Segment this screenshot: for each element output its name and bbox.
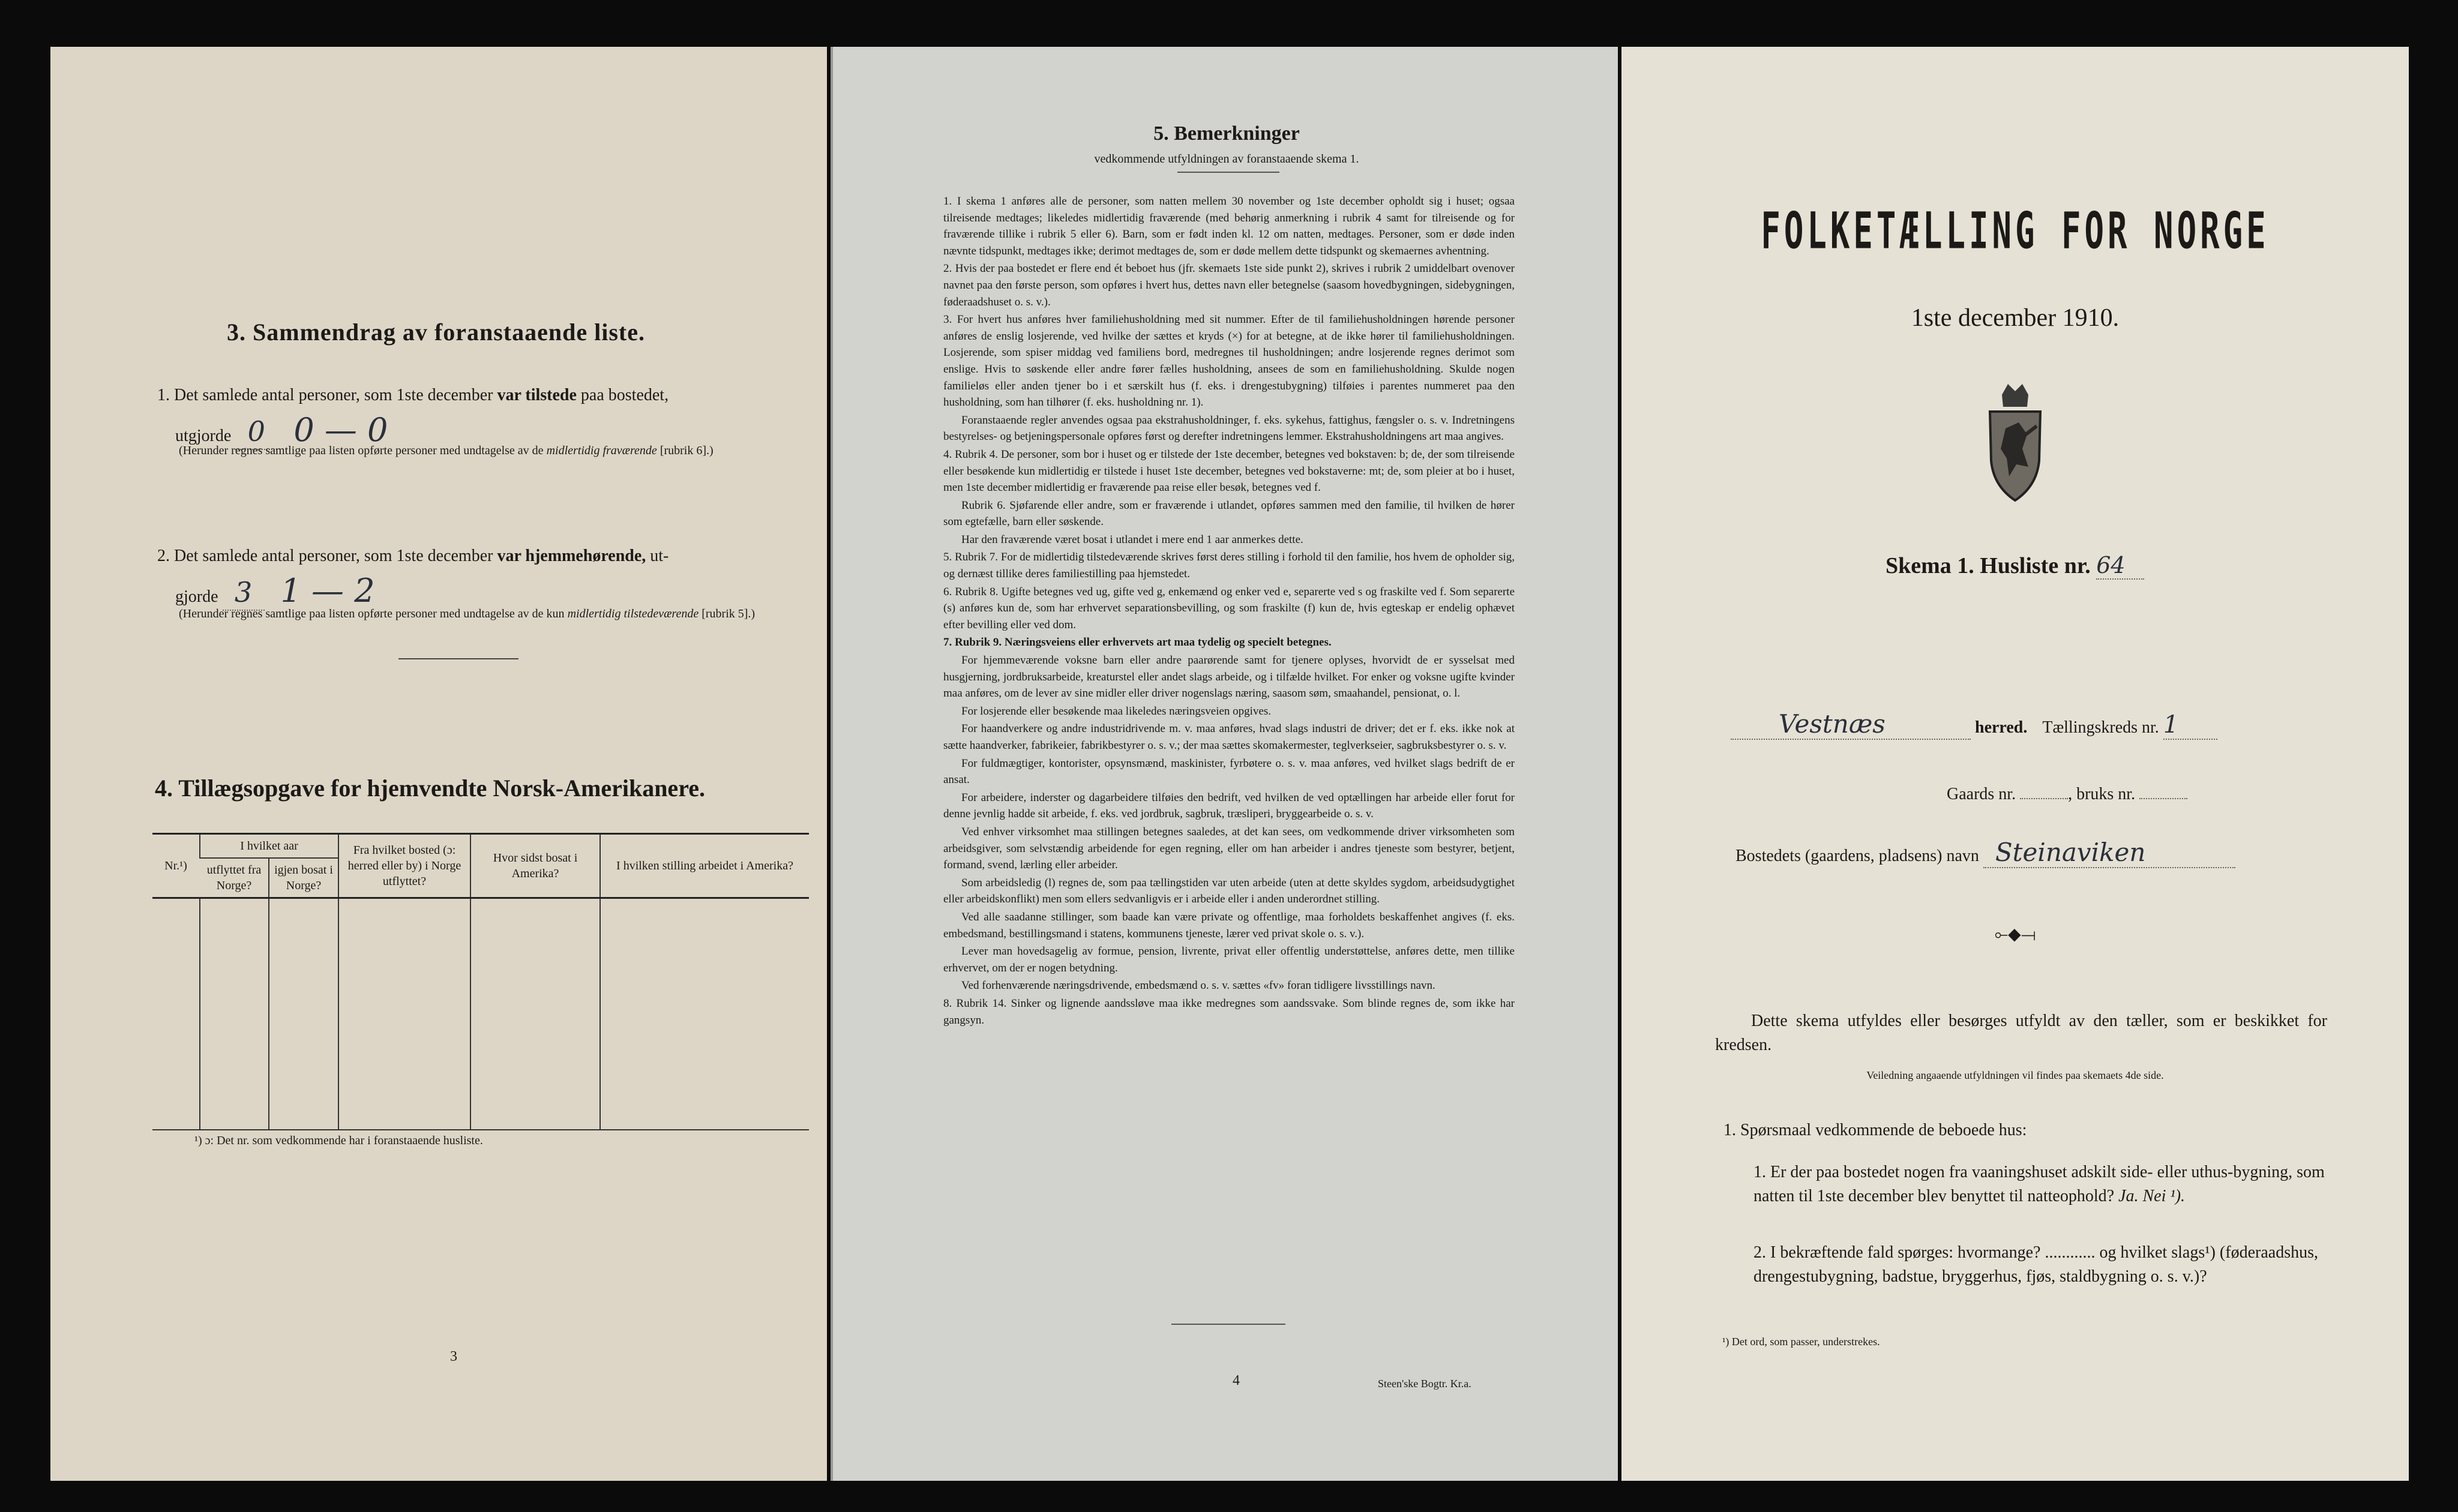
remark-item: Som arbeidsledig (l) regnes de, som paa tællingstiden var uten arbeide (uten at dette skyldes sygdom, arbeidsudygtighet eller arbeidskonflikt) men som ellers sedvanligvis er i arbeide eller i anden underordnet stilling. <box>943 876 1515 906</box>
intro-text: Dette skema utfyldes eller besørges utfyldt av den tæller, som er beskikket for kredsen. <box>1715 1012 2327 1054</box>
section3-item1: 1. Det samlede antal personer, som 1ste december var tilstede paa bostedet, utgjorde 0 0 — 0 <box>157 386 669 449</box>
left-page <box>50 47 827 1481</box>
col-nr: Nr.¹) <box>152 834 200 898</box>
col-igjen: igjen bosat i Norge? <box>269 858 338 898</box>
remark-item: 2. Hvis der paa bostedet er flere end ét beboet hus (jfr. skemaets 1ste side punkt 2), skrives i rubrik 2 umiddelbart ovenover navnet paa den første person, som opføres i hvert hus, dettes navn eller betegnelse (saasom hovedbygningen, sidebygningen, føderaadshuset o. s. v.). <box>943 262 1515 308</box>
veiledning-text: Veiledning angaaende utfyldningen vil findes paa skemaets 4de side. <box>1866 1069 2164 1081</box>
remark-item: 4. Rubrik 4. De personer, som bor i huset og er tilstede der 1ste december, betegnes ved bokstaven: b; de, der som tilreisende eller besøkende kun midlertidig er tilstede i huset 1ste december, betegnes ved bokstaverne: mt; de, som pleier at bo i huset, men 1ste december midlertidig er fraværende paa reise eller besøk, betegnes ved f. <box>943 448 1515 494</box>
middle-page <box>831 47 1618 1481</box>
remark-item: Ved enhver virksomhet maa stillingen betegnes saaledes, at det kan sees, om vedkommende driver virksomheten som arbeidsgiver, som selvstændig arbeidende for egen regning, eller om han arbeider i andres tjeneste som bestyrer, betjent, formand, svend, lærling eller arbeider. <box>943 825 1515 872</box>
remark-item: 3. For hvert hus anføres hver familiehusholdning med sit nummer. Efter de til familiehusholdningen hørende personer anføres de enslig losjerende, ved hvilke der sættes et kryds (×) for at betegne, at de ikke hører til familiehusholdningen. Losjerende, som spiser middag ved familiens bord, medregnes til husholdningen; andre losjerende regnes derimot som enslige. Hvis to søskende eller andre fører fælles husholdning, ansees de som en familiehusholdning. Skulde nogen familieløs eller anden tjener bo i et særskilt hus (f. eks. i drengestubygning) tilføies i parentes nummeret paa den husholdning, som han tilhører (f. eks. husholdning nr. 1). <box>943 313 1515 409</box>
norway-lion-icon <box>1979 383 2051 503</box>
remark-item: For losjerende eller besøkende maa likeledes næringsveien opgives. <box>961 704 1272 718</box>
remark-item: Lever man hovedsagelig av formue, pension, livrente, privat eller offentlig understøttelse, anføres dette, men tillike erhvervet, om der er nogen betydning. <box>943 945 1515 974</box>
divider <box>398 658 518 659</box>
bemerkninger-subtitle: vedkommende utfyldningen av foranstaaende skema 1. <box>1094 152 1359 166</box>
table-row <box>152 937 809 976</box>
remark-item: For arbeidere, inderster og dagarbeidere tilføies den bedrift, ved hvilken de ved optællingen har arbeide eller forut for denne jevnlig hadde sit arbeide, f. eks. ved jordbruk, sagbruk, træsliperi, bryggearbeide o. s. v. <box>943 791 1515 821</box>
remarks-list <box>943 193 1515 1030</box>
remark-item: For hjemmeværende voksne barn eller andre paarørende samt for tjenere oplyses, hvorvidt de er sysselsat med husgjerning, jordbruksarbeide, kreaturstel eller andet slags arbeide, og i tilfælde hvilket. For enker og voksne ugifte kvinder maa anføres, om de lever av sine midler eller driver nogenslags næring, saasom søm, smaahandel, pensionat, o. l. <box>943 654 1515 700</box>
col-stilling: I hvilken stilling arbeidet i Amerika? <box>600 834 809 898</box>
remark-item: Har den fraværende været bosat i utlandet i mere end 1 aar anmerkes dette. <box>961 533 1303 546</box>
kreds-value: 1 <box>2163 711 2217 740</box>
remark-item: 6. Rubrik 8. Ugifte betegnes ved ug, gifte ved g, enkemænd og enker ved e, separerte ved s og fraskilte ved f. Som separerte (s) anføres kun de, som har erhvervet separationsbevilling, og som fraskilte (f) kun de, hvis egteskap er endelig ophævet efter bevilling eller ved dom. <box>943 585 1515 631</box>
col-fra: Fra hvilket bosted (ɔ: herred eller by) i Norge utflyttet? <box>338 834 470 898</box>
census-date: 1ste december 1910. <box>1911 304 2120 332</box>
remark-item: Ved alle saadanne stillinger, som baade kan være private og offentlige, maa forholdets beskaffenhet angives (f. eks. embedsmand, bestillingsmand i statens, kommunens tjeneste, lærer ved privat skole o. s. v.). <box>943 910 1515 940</box>
printer-mark: Steen'ske Bogtr. Kr.a. <box>1378 1378 1471 1390</box>
table-row <box>152 898 809 938</box>
hjemmehorende-handwritten: 1 — 2 <box>280 572 375 610</box>
table-row <box>152 1052 809 1091</box>
tilstede-handwritten: 0 — 0 <box>293 411 388 449</box>
col-group-aar: I hvilket aar <box>200 834 338 859</box>
table-row <box>152 976 809 1014</box>
skema-line: Skema 1. Husliste nr. 64 <box>1886 552 2144 580</box>
herred-value: Vestnæs <box>1731 709 1971 740</box>
section4-footnote: ¹) ɔ: Det nr. som vedkommende har i foranstaaende husliste. <box>194 1134 483 1147</box>
ja-nei-answer: Ja. Nei ¹). <box>2118 1187 2186 1205</box>
col-utflyttet: utflyttet fra Norge? <box>200 858 269 898</box>
right-footnote: ¹) Det ord, som passer, understrekes. <box>1722 1336 1880 1348</box>
remark-item: 7. Rubrik 9. Næringsveiens eller erhvervets art maa tydelig og specielt betegnes. <box>943 636 1332 649</box>
gaards-line: Gaards nr. , bruks nr. <box>1947 785 2187 804</box>
remark-item: 5. Rubrik 7. For de midlertidig tilstedeværende skrives først deres stilling i forhold til den familie, hos hvem de opholder sig, og dernæst tillike deres familiestilling paa hjemstedet. <box>943 551 1515 581</box>
herred-line: Vestnæs herred. Tællingskreds nr. 1 <box>1731 709 2379 740</box>
divider <box>1171 1324 1285 1325</box>
section3-heading: 3. Sammendrag av foranstaaende liste. <box>227 319 645 346</box>
col-hvor: Hvor sidst bosat i Amerika? <box>470 834 600 898</box>
remark-item: Foranstaaende regler anvendes ogsaa paa ekstrahusholdninger, f. eks. sykehus, fattighus, fængsler o. s. v. Indretningens bestyrelses- og betjeningspersonale opføres først og derefter indretningens lemmer. Ekstrahusholdningens art maa angives. <box>943 413 1515 443</box>
section3-item1-note: (Herunder regnes samtlige paa listen opførte personer med undtagelse av de midlertidig fraværende [rubrik 6].) <box>179 444 714 457</box>
remark-item: For fuldmægtiger, kontorister, opsynsmænd, maskinister, fyrbøtere o. s. v. maa anføres, ved hvilket slags bedrift de er ansat. <box>943 757 1515 787</box>
remark-item: 8. Rubrik 14. Sinker og lignende aandssløve maa ikke medregnes som aandssvake. Som blinde regnes de, som ikke har gangsyn. <box>943 997 1515 1027</box>
tilstede-value: 0 <box>235 414 277 450</box>
q1-heading: 1. Spørsmaal vedkommende de beboede hus: <box>1723 1121 2027 1139</box>
q1-1: 1. Er der paa bostedet nogen fra vaaningshuset adskilt side- eller uthus-bygning, som natten til 1ste december blev benyttet til natteophold? Ja. Nei ¹). <box>1753 1163 2325 1205</box>
bosted-value: Steinaviken <box>1983 838 2235 868</box>
divider <box>1177 172 1279 173</box>
remark-item: For haandverkere og andre industridrivende m. v. maa anføres, hvad slags industri de driver; det er f. eks. ikke nok at sætte haandverker, fabrikeier, fabrikbestyrer o. s. v.; der maa sættes skomakermester, teglverkseier, sagbruksbestyrer o. s. v. <box>943 722 1515 752</box>
q1-2: 2. I bekræftende fald spørges: hvormange? ............ og hvilket slags¹) (føderaadshus, drengestubygning, badstue, bryggerhus, fjøs, staldbygning o. s. v.)? <box>1753 1243 2318 1286</box>
remark-item: Ved forhenværende næringsdrivende, embedsmænd o. s. v. sættes «fv» foran tidligere livsstillings navn. <box>961 979 1435 992</box>
section3-item2-note: (Herunder regnes samtlige paa listen opførte personer med undtagelse av de kun midlertidig tilstedeværende [rubrik 5].) <box>179 607 756 620</box>
hjemmehorende-value: 3 <box>223 575 265 611</box>
page-number: 4 <box>1233 1373 1240 1388</box>
remark-item: 1. I skema 1 anføres alle de personer, som natten mellem 30 november og 1ste december opholdt sig i huset; ogsaa tilreisende medtages; likeledes midlertidig fraværende (med behørig anmerkning i rubrik 4 samt for tilreisende og for fraværende tillike i rubrik 5 eller 6). Barn, som er født inden kl. 12 om natten, medtages. Personer, som er døde inden nævnte tidspunkt, medtages ikke; derimot medtages de, som er døde mellem dette tidspunkt og skemaernes avhentning. <box>943 195 1515 257</box>
right-page <box>1621 47 2409 1481</box>
husliste-nr-value: 64 <box>2096 552 2144 580</box>
page-number: 3 <box>450 1349 457 1364</box>
table-row <box>152 1091 809 1130</box>
norsk-amerikanere-table <box>152 833 809 1130</box>
section4-heading: 4. Tillægsopgave for hjemvendte Norsk-Amerikanere. <box>155 775 705 802</box>
bosted-line: Bostedets (gaardens, pladsens) navn Steinaviken <box>1735 838 2384 868</box>
ornament: ⟜◆⟞ <box>1994 925 2036 944</box>
remark-item: Rubrik 6. Sjøfarende eller andre, som er fraværende i utlandet, opføres sammen med den familie, til hvilken de hører som egtefælle, barn eller søskende. <box>943 499 1515 529</box>
section3-item2: 2. Det samlede antal personer, som 1ste december var hjemmehørende, ut- gjorde 3 1 — 2 <box>157 547 669 610</box>
bemerkninger-title: 5. Bemerkninger <box>1153 122 1300 145</box>
table-row <box>152 1014 809 1052</box>
census-title: FOLKETÆLLING FOR NORGE <box>1761 202 2270 260</box>
